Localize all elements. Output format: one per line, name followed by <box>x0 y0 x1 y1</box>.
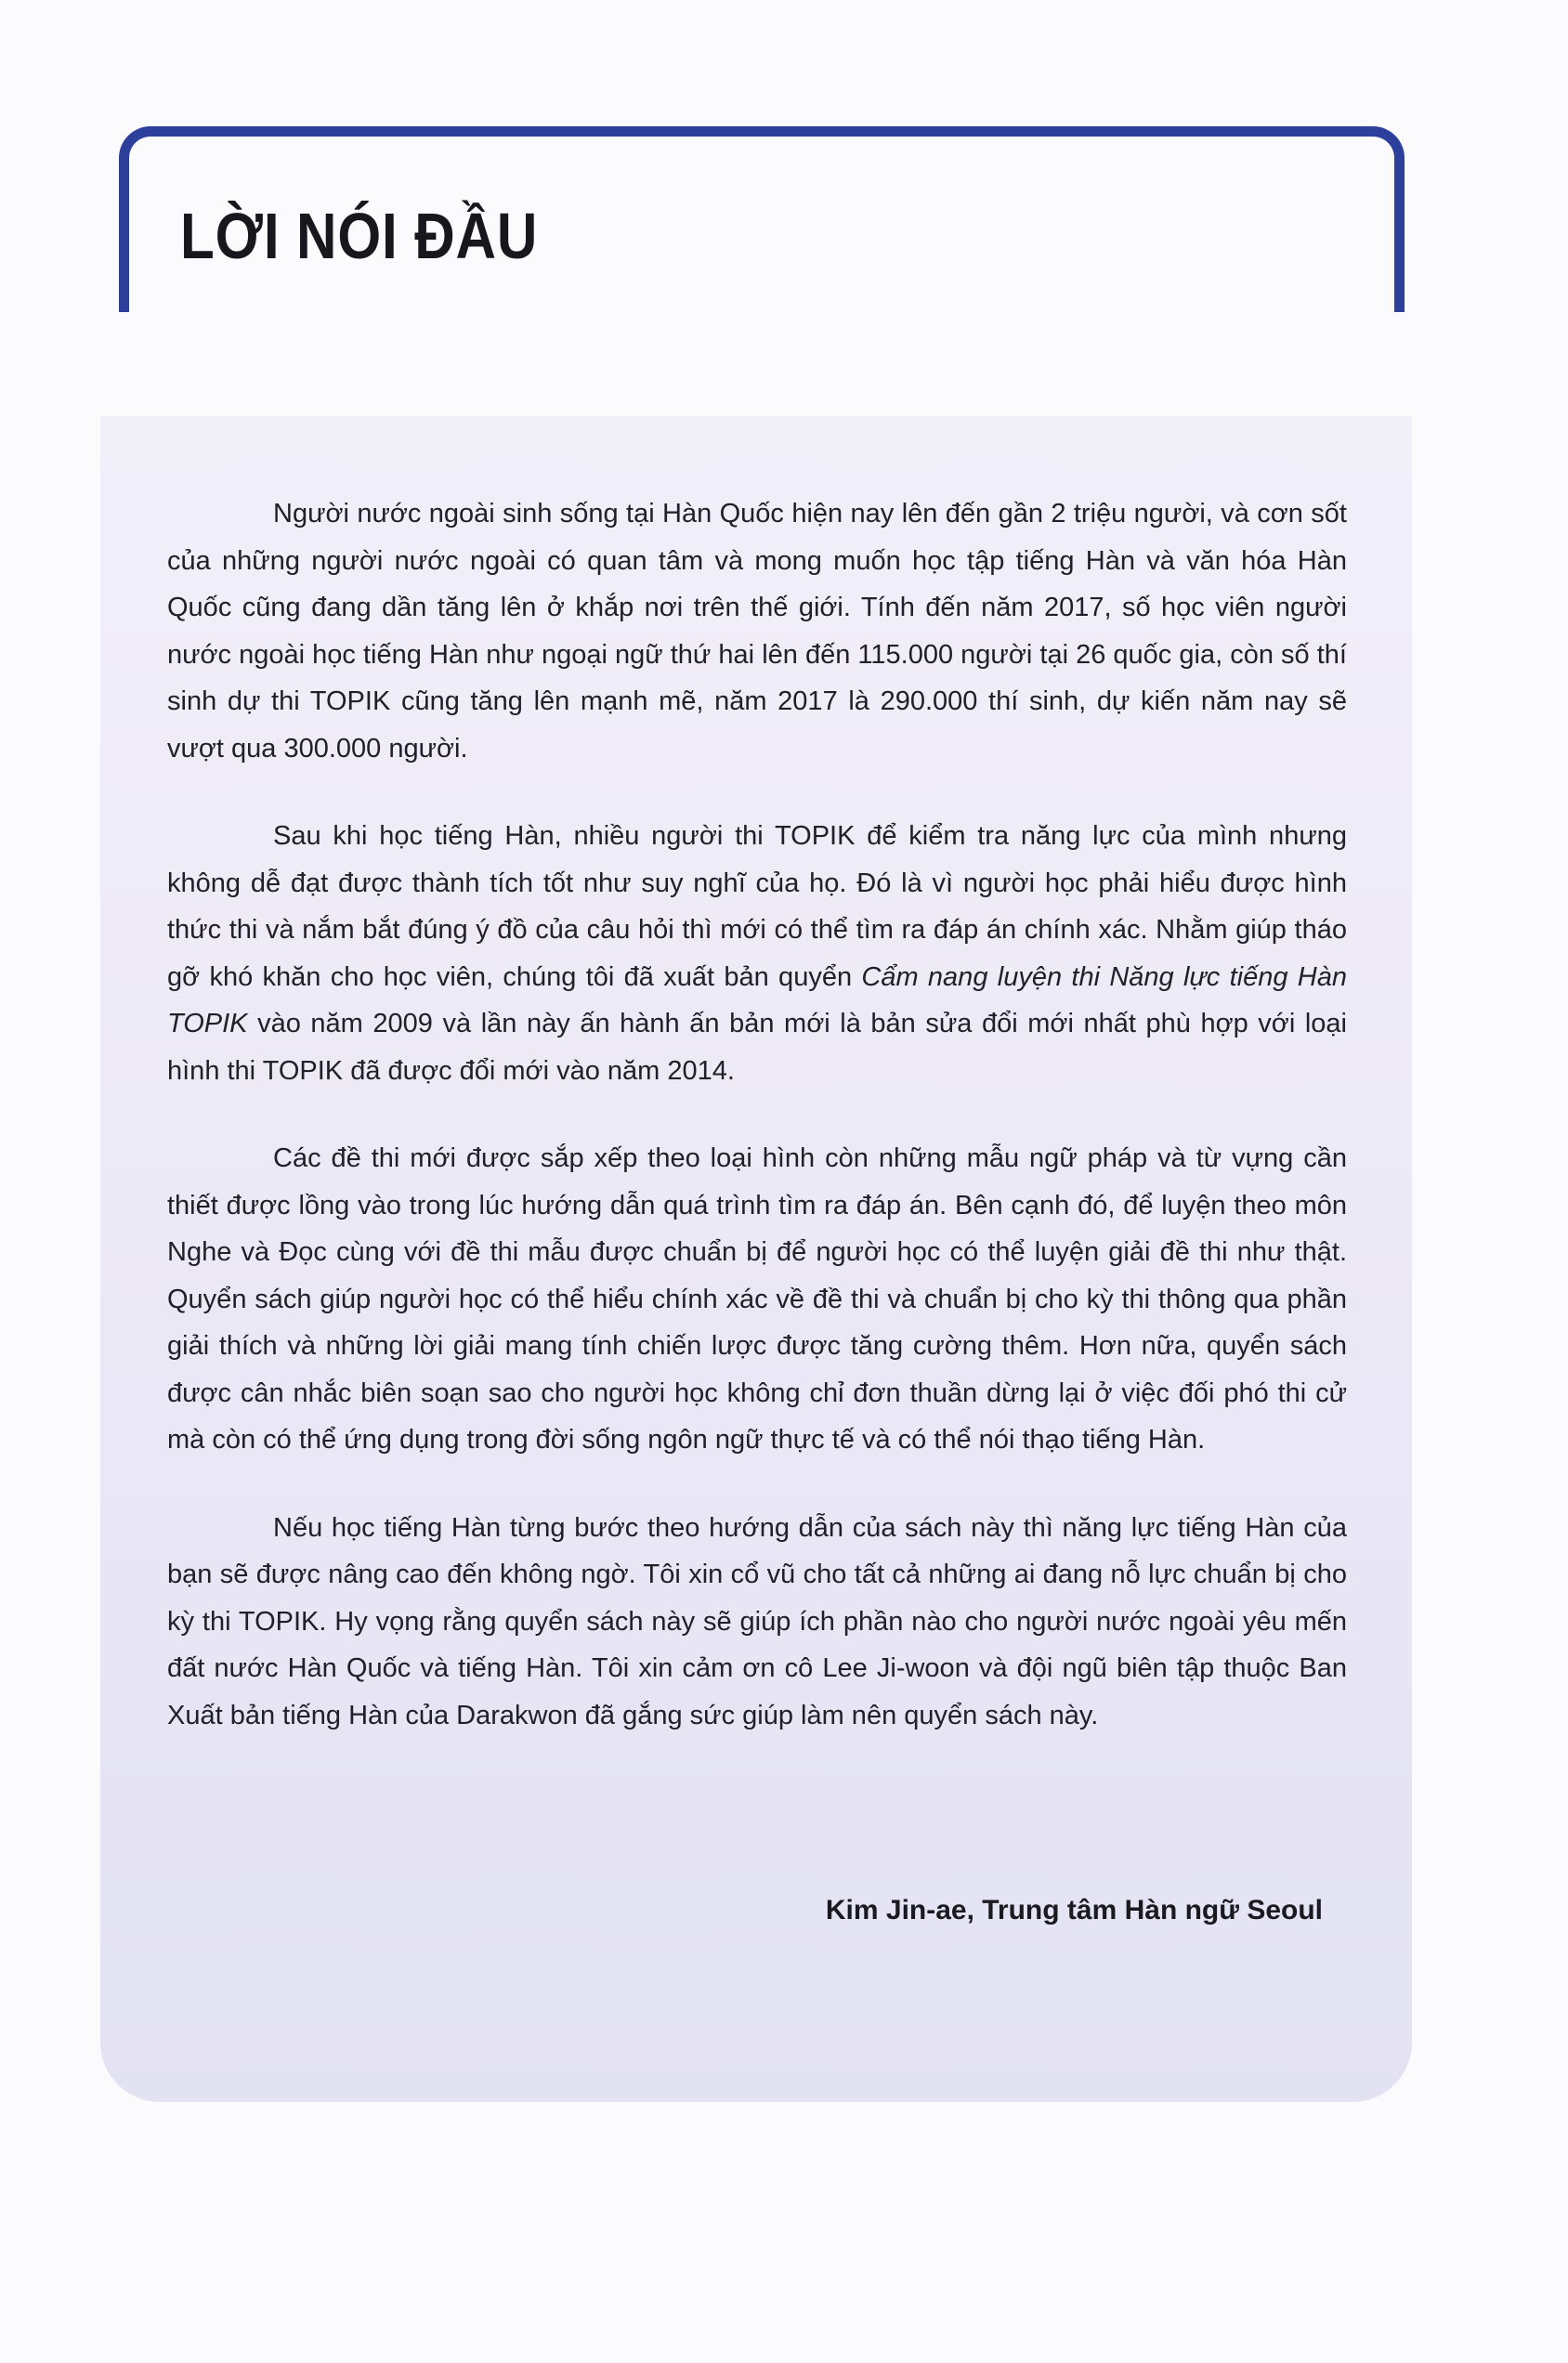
signature: Kim Jin-ae, Trung tâm Hàn ngữ Seoul <box>825 1895 1323 1926</box>
paragraph-3: Các đề thi mới được sắp xếp theo loại hình còn những mẫu ngữ pháp và từ vựng cần thiết được lồng vào trong lúc hướng dẫn quá trình tìm ra đáp án. Bên cạnh đó, để luyện theo môn Nghe và Đọc cùng với đề thi mẫu được chuẩn bị để người học có thể luyện giải đề thi như thật. Quyển sách giúp người học có thể hiểu chính xác về đề thi và chuẩn bị cho kỳ thi thông qua phần giải thích và những lời giải mang tính chiến lược được tăng cường thêm. Hơn nữa, quyển sách được cân nhắc biên soạn sao cho người học không chỉ đơn thuần dừng lại ở việc đối phó thi cử mà còn có thể ứng dụng trong đời sống ngôn ngữ thực tế và có thể nói thạo tiếng Hàn. <box>167 1143 1347 1455</box>
content-panel <box>100 416 1412 2102</box>
paragraph-1: Người nước ngoài sinh sống tại Hàn Quốc hiện nay lên đến gần 2 triệu người, và cơn sốt của những người nước ngoài có quan tâm và mong muốn học tập tiếng Hàn và văn hóa Hàn Quốc cũng đang dần tăng lên ở khắp nơi trên thế giới. Tính đến năm 2017, số học viên người nước ngoài học tiếng Hàn như ngoại ngữ thứ hai lên đến 115.000 người tại 26 quốc gia, còn số thí sinh dự thi TOPIK cũng tăng lên mạnh mẽ, năm 2017 là 290.000 thí sinh, dự kiến năm nay sẽ vượt qua 300.000 người. <box>167 499 1347 764</box>
body-text <box>167 490 1347 1780</box>
book-title: Cẩm nang luyện thi Năng lực tiếng Hàn TOPIK <box>167 961 1347 1038</box>
paragraph-2-text-after: vào năm 2009 và lần này ấn hành ấn bản mới là bản sửa đổi mới nhất phù hợp với loại hình thi TOPIK đã được đổi mới vào năm 2014. <box>167 1009 1347 1086</box>
page-title: LỜI NÓI ĐẦU <box>180 200 539 272</box>
paragraph-4: Nếu học tiếng Hàn từng bước theo hướng dẫn của sách này thì năng lực tiếng Hàn của bạn sẽ được nâng cao đến không ngờ. Tôi xin cổ vũ cho tất cả những ai đang nỗ lực chuẩn bị cho kỳ thi TOPIK. Hy vọng rằng quyển sách này sẽ giúp ích phần nào cho người nước ngoài yêu mến đất nước Hàn Quốc và tiếng Hàn. Tôi xin cảm ơn cô Lee Ji-woon và đội ngũ biên tập thuộc Ban Xuất bản tiếng Hàn của Darakwon đã gắng sức giúp làm nên quyển sách này. <box>167 1512 1347 1730</box>
paragraph-2-text-before: Sau khi học tiếng Hàn, nhiều người thi TOPIK để kiểm tra năng lực của mình nhưng không dễ đạt được thành tích tốt như suy nghĩ của họ. Đó là vì người học phải hiểu được hình thức thi và nắm bắt đúng ý đồ của câu hỏi thì mới có thể tìm ra đáp án chính xác. Nhằm giúp tháo gỡ khó khăn cho học viên, chúng tôi đã xuất bản quyển <box>167 821 1347 992</box>
paragraph-2 <box>167 813 1347 1094</box>
